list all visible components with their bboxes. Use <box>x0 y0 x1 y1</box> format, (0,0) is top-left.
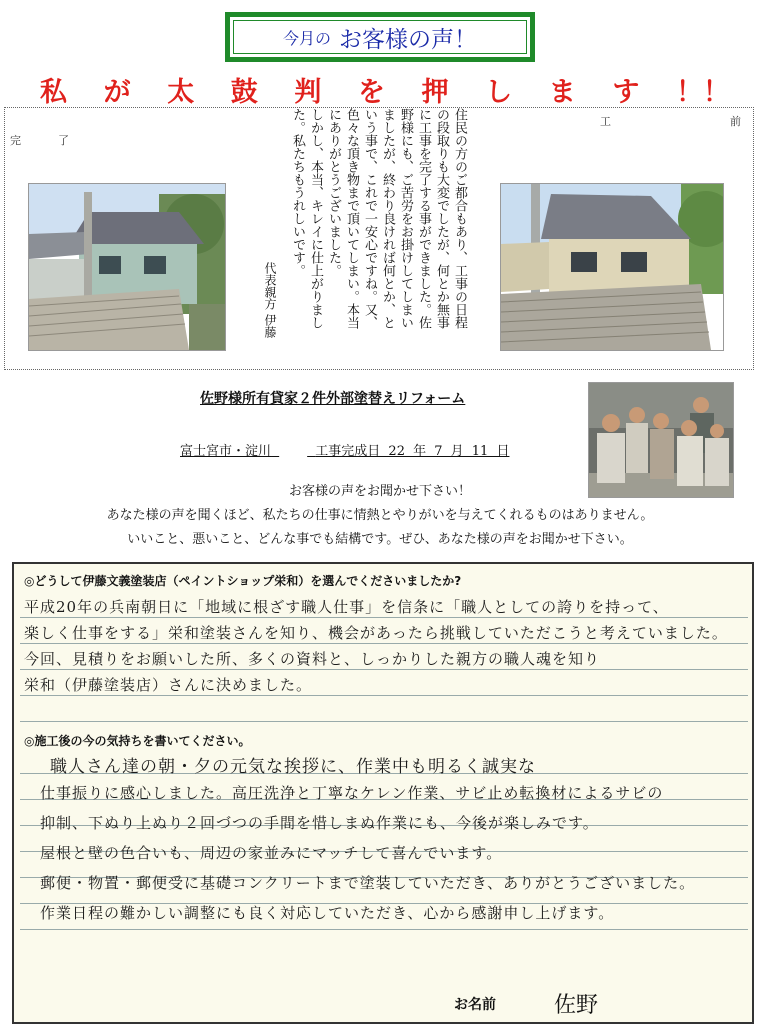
project-title: 佐野様所有貸家２件外部塗替えリフォーム <box>200 391 466 407</box>
answer-2-line: 屋根と壁の色合いも、周辺の家並みにマッチして喜んでいます。 <box>40 844 503 862</box>
answer-1-area <box>20 592 748 722</box>
answer-2-line: 仕事振りに感心しました。高圧洗浄と丁寧なケレン作業、サビ止め転換材によるサビの <box>40 784 664 802</box>
project-completion: 工事完成日 22 年 7 月 11 日 <box>315 444 510 459</box>
answer-2-area <box>20 748 748 948</box>
questionnaire-card <box>12 562 754 1024</box>
project-info <box>180 440 509 459</box>
question-2: ◎施工後の今の気持ちを書いてください。 <box>24 734 251 748</box>
answer-2-line: 郵便・物置・郵便受に基礎コンクリートまで塗装していただき、ありがとうございました。 <box>40 874 696 892</box>
answer-1-line: 今回、見積りをお願いした所、多くの資料と、しっかりした親方の職人魂を知り <box>24 650 601 668</box>
message-paragraph: しかし、本当、キレイに仕上がりました。私たちもうれしいです。 <box>290 108 323 329</box>
before-label: 工 <box>600 115 611 128</box>
message-paragraph: 住民の方のご都合もあり、工事の日程の段取りも大変でしたが、何とか無事に工事を完了する事ができました。佐野様にも、ご苦労をお掛けしてしまいましたが、終わり良ければ何とか、という事で、これで一安心ですね。又、色々な頂き物まで頂いてしまい。本当にありがとうございました。 <box>326 108 467 329</box>
name-value: 佐野 <box>554 993 599 1018</box>
tagline-char: す <box>612 77 640 108</box>
header-small-text: 今月の <box>282 28 331 48</box>
answer-1-line: 楽しく仕事をする」栄和塗装さんを知り、機会があったら挑戦していただこうと考えていました。 <box>24 624 728 642</box>
intro-line: あなた様の声を聞くほど、私たちの仕事に情熱とやりがいを与えてくれるものはありません。 <box>106 508 654 523</box>
answer-2-line: 職人さん達の朝・夕の元気な挨拶に、作業中も明るく誠実な <box>50 757 536 777</box>
tagline <box>40 70 730 109</box>
before-photo <box>500 183 724 351</box>
question-1: ◎どうして伊藤文義塗装店（ペイントショップ栄和）を選んでくださいましたか? <box>24 574 462 588</box>
tagline-char: 鼓 <box>230 77 258 108</box>
tagline-char: 押 <box>421 77 449 108</box>
name-label: お名前 <box>454 997 496 1013</box>
tagline-char: 判 <box>294 77 322 108</box>
intro-line: お客様の声をお聞かせ下さい！ <box>288 484 471 499</box>
intro-line: いいこと、悪いこと、どんな事でも結構です。ぜひ、あなた様の声をお聞かせ下さい。 <box>127 532 633 547</box>
tagline-char: 私 <box>40 77 67 108</box>
tagline-char: が <box>103 77 131 108</box>
header-box <box>225 12 535 62</box>
tagline-char: を <box>357 77 385 108</box>
before-label: 前 <box>730 115 741 128</box>
header-title: お客様の声！ <box>339 26 477 53</box>
after-photo <box>28 183 226 351</box>
project-location: 富士宮市・淀川 <box>180 444 272 459</box>
tagline-char: ！！ <box>675 77 730 108</box>
answer-1-line: 栄和（伊藤塗装店）さんに決めました。 <box>24 676 313 694</box>
answer-2-line: 抑制、下ぬり上ぬり２回づつの手間を惜しまぬ作業にも、今後が楽しみです。 <box>40 814 599 832</box>
answer-1-line: 平成20年の兵南朝日に「地域に根ざす職人仕事」を信条に「職人としての誇りを持って、 <box>24 598 669 616</box>
after-label: 完 <box>10 134 21 147</box>
owner-message <box>288 108 468 338</box>
answer-2-line: 作業日程の難かしい調整にも良く対応していただき、心から感謝申し上げます。 <box>40 904 615 922</box>
owner-signature: 代表親方 伊藤 <box>263 262 277 338</box>
after-label: 了 <box>58 134 69 147</box>
tagline-char: 太 <box>167 77 195 108</box>
tagline-char: ま <box>548 77 576 108</box>
tagline-char: し <box>485 77 513 108</box>
